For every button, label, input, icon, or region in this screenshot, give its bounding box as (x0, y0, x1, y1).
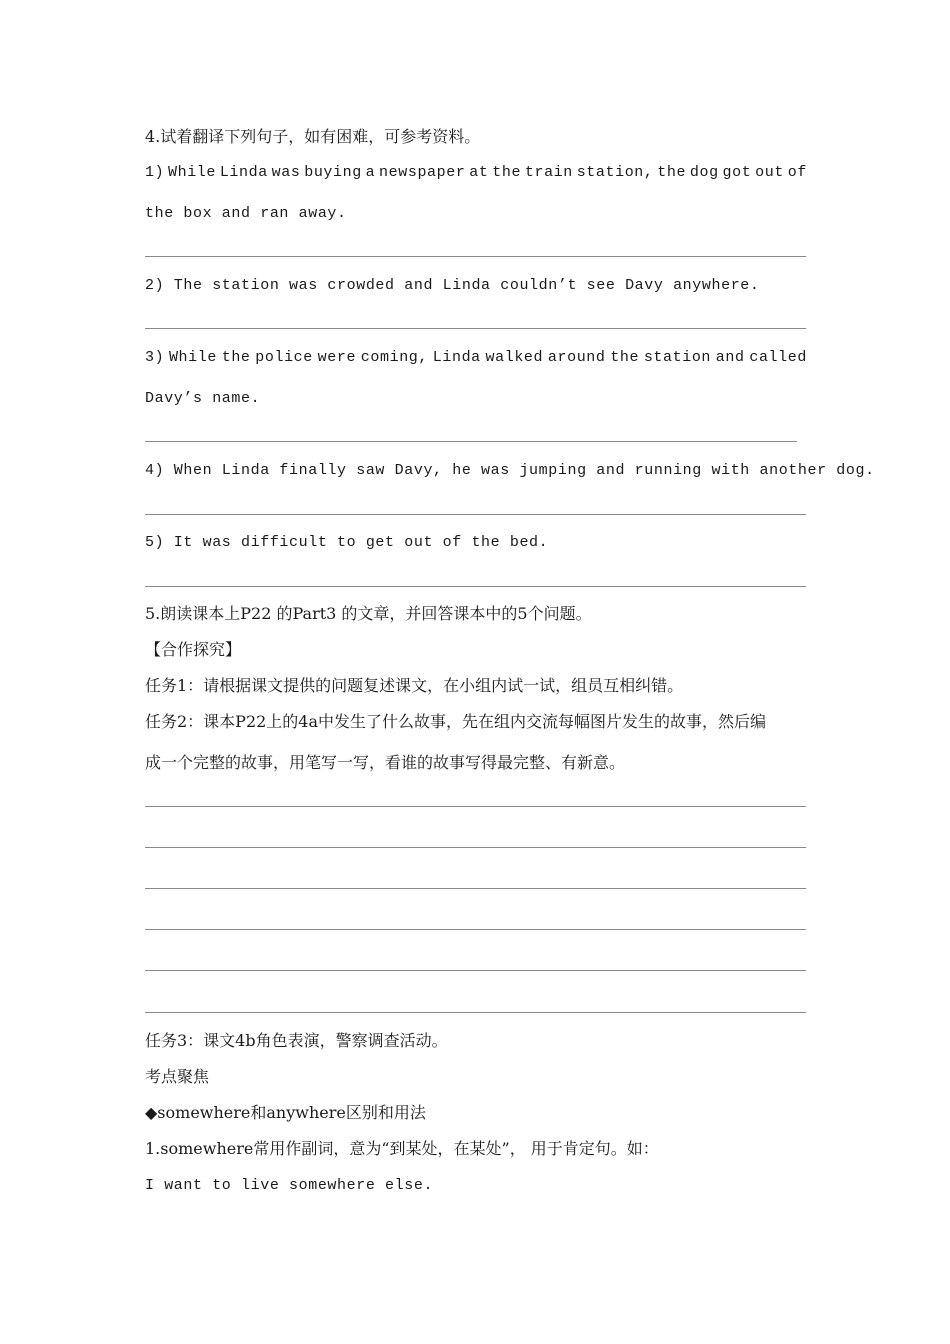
word: were (317, 349, 357, 366)
answer-line-5 (145, 586, 806, 587)
word: coming, (360, 349, 429, 366)
word: walked (485, 349, 544, 366)
answer-line-3 (145, 441, 797, 442)
q4-heading: 4.试着翻译下列句子，如有困难，可参考资料。 (145, 127, 481, 146)
answer-line-4 (145, 514, 806, 515)
q4-sentence-5: 5) It was difficult to get out of the bed. (145, 534, 549, 551)
word: dog (689, 164, 719, 181)
writing-line-4 (145, 929, 806, 930)
word: While (168, 349, 217, 366)
word: got (722, 164, 752, 181)
q4-sentence-4: 4) When Linda finally saw Davy, he was jumping and running with another dog. (145, 462, 875, 479)
word: at (469, 164, 489, 181)
word: station (643, 349, 712, 366)
word: police (255, 349, 313, 366)
q4-sentence-1-line-1 (145, 163, 807, 183)
example-1: I want to live somewhere else. (145, 1177, 434, 1194)
q4-sentence-2: 2) The station was crowded and Linda couldn’t see Davy anywhere. (145, 277, 760, 294)
word: of (787, 164, 807, 181)
writing-line-5 (145, 970, 806, 971)
q5-instruction: 5.朗读课本上P22 的Part3 的文章，并回答课本中的5个问题。 (145, 604, 592, 623)
writing-line-6 (145, 1012, 806, 1013)
word: train (524, 164, 573, 181)
word: the (492, 164, 522, 181)
focus-item: ◆somewhere和anywhere区别和用法 (145, 1103, 426, 1122)
word: 3) (145, 349, 165, 366)
q4-sentence-1-line-2: the box and ran away. (145, 205, 347, 222)
word: and (715, 349, 745, 366)
writing-line-3 (145, 888, 806, 889)
answer-line-2 (145, 328, 806, 329)
task-3: 任务3：课文4b角色表演，警察调查活动。 (145, 1031, 448, 1050)
q4-sentence-3-line-2: Davy’s name. (145, 390, 261, 407)
point-1: 1.somewhere常用作副词，意为“到某处，在某处”， 用于肯定句。如： (145, 1139, 659, 1158)
q4-sentence-3-line-1 (145, 348, 807, 368)
word: the (657, 164, 687, 181)
task-2-line-2: 成一个完整的故事，用笔写一写，看谁的故事写得最完整、有新意。 (145, 753, 626, 772)
word: buying (304, 164, 362, 181)
word: Linda (432, 349, 481, 366)
word: 1) (145, 164, 165, 181)
word: While (168, 164, 217, 181)
word: Linda (219, 164, 268, 181)
word: around (547, 349, 606, 366)
writing-line-2 (145, 847, 806, 848)
word: called (749, 349, 807, 366)
word: station, (576, 164, 654, 181)
answer-line-1 (145, 256, 806, 257)
task-1: 任务1：请根据课文提供的问题复述课文，在小组内试一试，组员互相纠错。 (145, 676, 684, 695)
focus-title: 考点聚焦 (145, 1067, 210, 1086)
word: the (221, 349, 251, 366)
word: was (271, 164, 301, 181)
word: out (755, 164, 784, 181)
word: a (365, 164, 376, 181)
section-title: 【合作探究】 (145, 640, 242, 659)
word: newspaper (379, 164, 466, 181)
task-2-line-1: 任务2：课本P22上的4a中发生了什么故事，先在组内交流每幅图片发生的故事，然后编 (145, 712, 767, 731)
word: the (610, 349, 640, 366)
writing-line-1 (145, 806, 806, 807)
